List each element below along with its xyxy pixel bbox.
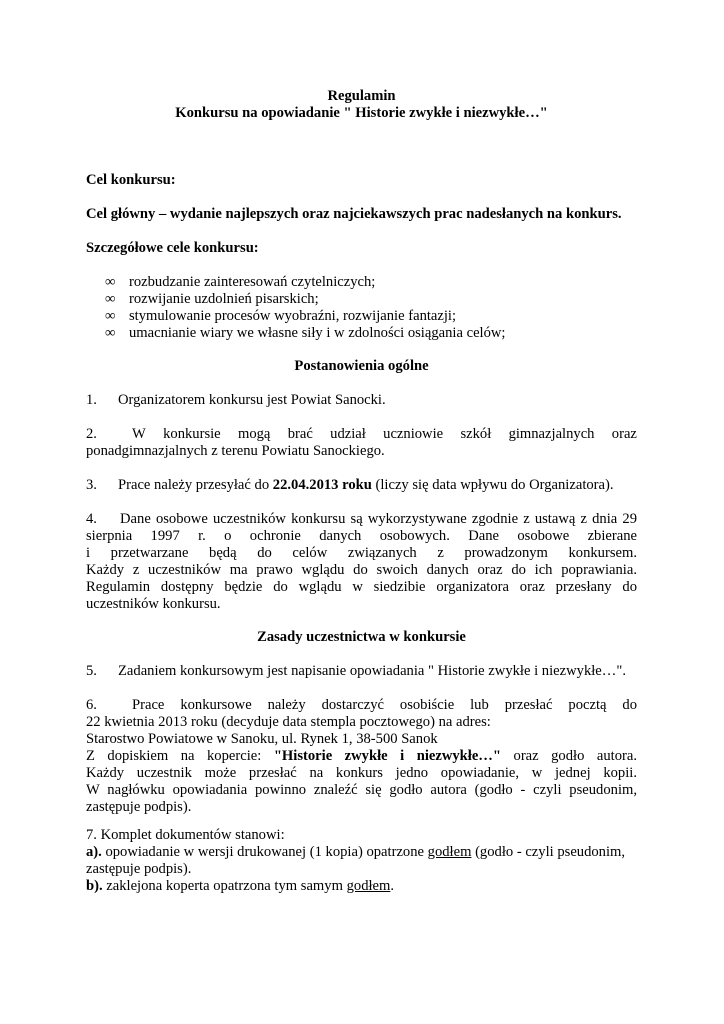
word: do	[622, 697, 637, 713]
word: konkursowe	[180, 697, 252, 713]
item-label: a).	[86, 844, 102, 860]
main-goal: Cel główny – wydanie najlepszych oraz najciekawszych prac nadesłanych na konkurs.	[86, 206, 622, 222]
item-a-continuation: zastępuje podpis).	[86, 861, 192, 877]
paragraph-number: 3.	[86, 477, 97, 493]
word: udział	[330, 426, 366, 442]
word: należy	[267, 697, 306, 713]
paragraph-line	[86, 748, 637, 765]
deadline-date: 22.04.2013 roku	[272, 477, 372, 493]
word: dostarczyć	[321, 697, 384, 713]
paragraph-line: zastępuje podpis).	[86, 799, 192, 815]
paragraph-line: ponadgimnazjalnych z terenu Powiatu Sanockiego.	[86, 443, 385, 459]
word: konkursie	[163, 426, 221, 442]
paragraph-line: 22 kwietnia 2013 roku (decyduje data stempla pocztowego) na adres:	[86, 714, 491, 730]
doc-subtitle: Konkursu na opowiadanie " Historie zwykłe i niezwykłe…"	[175, 105, 548, 121]
word: oraz	[611, 426, 637, 442]
bullet-icon: ∞	[105, 274, 116, 290]
item-b	[86, 878, 394, 895]
paragraph-line	[132, 426, 637, 443]
paragraph-line: sierpnia 1997 r. o ochronie danych osobowych. Dane osobowe zbierane	[86, 528, 637, 544]
bullet-icon: ∞	[105, 291, 116, 307]
text-run: opowiadanie w wersji drukowanej (1 kopia) opatrzone	[101, 844, 428, 860]
underlined-word: godłem	[427, 844, 472, 860]
paragraph-line: Każdy uczestnik może przesłać na konkurs jedno opowiadanie, w jednej kopii.	[86, 765, 637, 781]
list-item-text: umacnianie wiary we własne siły i w zdolności osiągania celów;	[129, 325, 506, 341]
paragraph-number: 6.	[86, 697, 97, 713]
item-label: b).	[86, 878, 103, 894]
bullet-icon: ∞	[105, 308, 116, 324]
paragraph-number: 1.	[86, 392, 97, 408]
text-run: (godło - czyli pseudonim,	[471, 844, 626, 860]
word: gimnazjalnych	[508, 426, 595, 442]
paragraph-text: Zadaniem konkursowym jest napisanie opowiadania " Historie zwykłe i niezwykłe…".	[118, 663, 626, 679]
text-run: Prace należy przesyłać do	[118, 477, 273, 493]
word: przesłać	[504, 697, 553, 713]
text-run: (liczy się data wpływu do Organizatora).	[371, 477, 614, 493]
word: W	[132, 426, 146, 442]
address-line: Starostwo Powiatowe w Sanoku, ul. Rynek 1, 38-500 Sanok	[86, 731, 438, 747]
word: Prace	[132, 697, 165, 713]
paragraph-number: 4.	[86, 511, 97, 527]
bullet-icon: ∞	[105, 325, 116, 341]
text-run: .	[390, 878, 395, 894]
text-run: oraz godło autora.	[501, 748, 637, 764]
paragraph-line: W nagłówku opowiadania powinno znaleźć się godło autora (godło - czyli pseudonim,	[86, 782, 637, 798]
word: lub	[470, 697, 489, 713]
paragraph-number: 2.	[86, 426, 97, 442]
goals-heading: Cel konkursu:	[86, 172, 176, 188]
paragraph-line: Dane osobowe uczestników konkursu są wykorzystywane zgodnie z ustawą z dnia 29	[120, 511, 637, 527]
word: szkół	[460, 426, 492, 442]
text-run: zaklejona koperta opatrzona tym samym	[102, 878, 347, 894]
rules-heading: Zasady uczestnictwa w konkursie	[257, 629, 466, 645]
word: osobiście	[399, 697, 455, 713]
list-item-text: rozwijanie uzdolnień pisarskich;	[129, 291, 319, 307]
paragraph-line	[132, 697, 637, 714]
paragraph-line: i przetwarzane będą do celów związanych z prowadzonym konkursem.	[86, 545, 637, 561]
doc-title: Regulamin	[327, 88, 396, 104]
paragraph-text	[118, 477, 614, 494]
underlined-word: godłem	[346, 878, 391, 894]
paragraph-number: 5.	[86, 663, 97, 679]
word: brać	[287, 426, 313, 442]
word: uczniowie	[383, 426, 444, 442]
word: pocztą	[568, 697, 607, 713]
text-run: Z dopiskiem na kopercie:	[86, 748, 274, 764]
paragraph-line: Regulamin dostępny będzie do wglądu w siedzibie organizatora oraz przesłany do	[86, 579, 637, 595]
word: mogą	[237, 426, 271, 442]
paragraph-line: uczestników konkursu.	[86, 596, 221, 612]
detail-goals-heading: Szczegółowe cele konkursu:	[86, 240, 259, 256]
item-a	[86, 844, 625, 861]
list-item-text: stymulowanie procesów wyobraźni, rozwijanie fantazji;	[129, 308, 457, 324]
paragraph-text: Organizatorem konkursu jest Powiat Sanocki.	[118, 392, 386, 408]
list-item-text: rozbudzanie zainteresowań czytelniczych;	[129, 274, 376, 290]
paragraph-7: 7. Komplet dokumentów stanowi:	[86, 827, 285, 843]
envelope-title: "Historie zwykłe i niezwykłe…"	[273, 748, 502, 764]
general-heading: Postanowienia ogólne	[294, 358, 429, 374]
paragraph-line: Każdy z uczestników ma prawo wglądu do swoich danych oraz do ich poprawiania.	[86, 562, 637, 578]
